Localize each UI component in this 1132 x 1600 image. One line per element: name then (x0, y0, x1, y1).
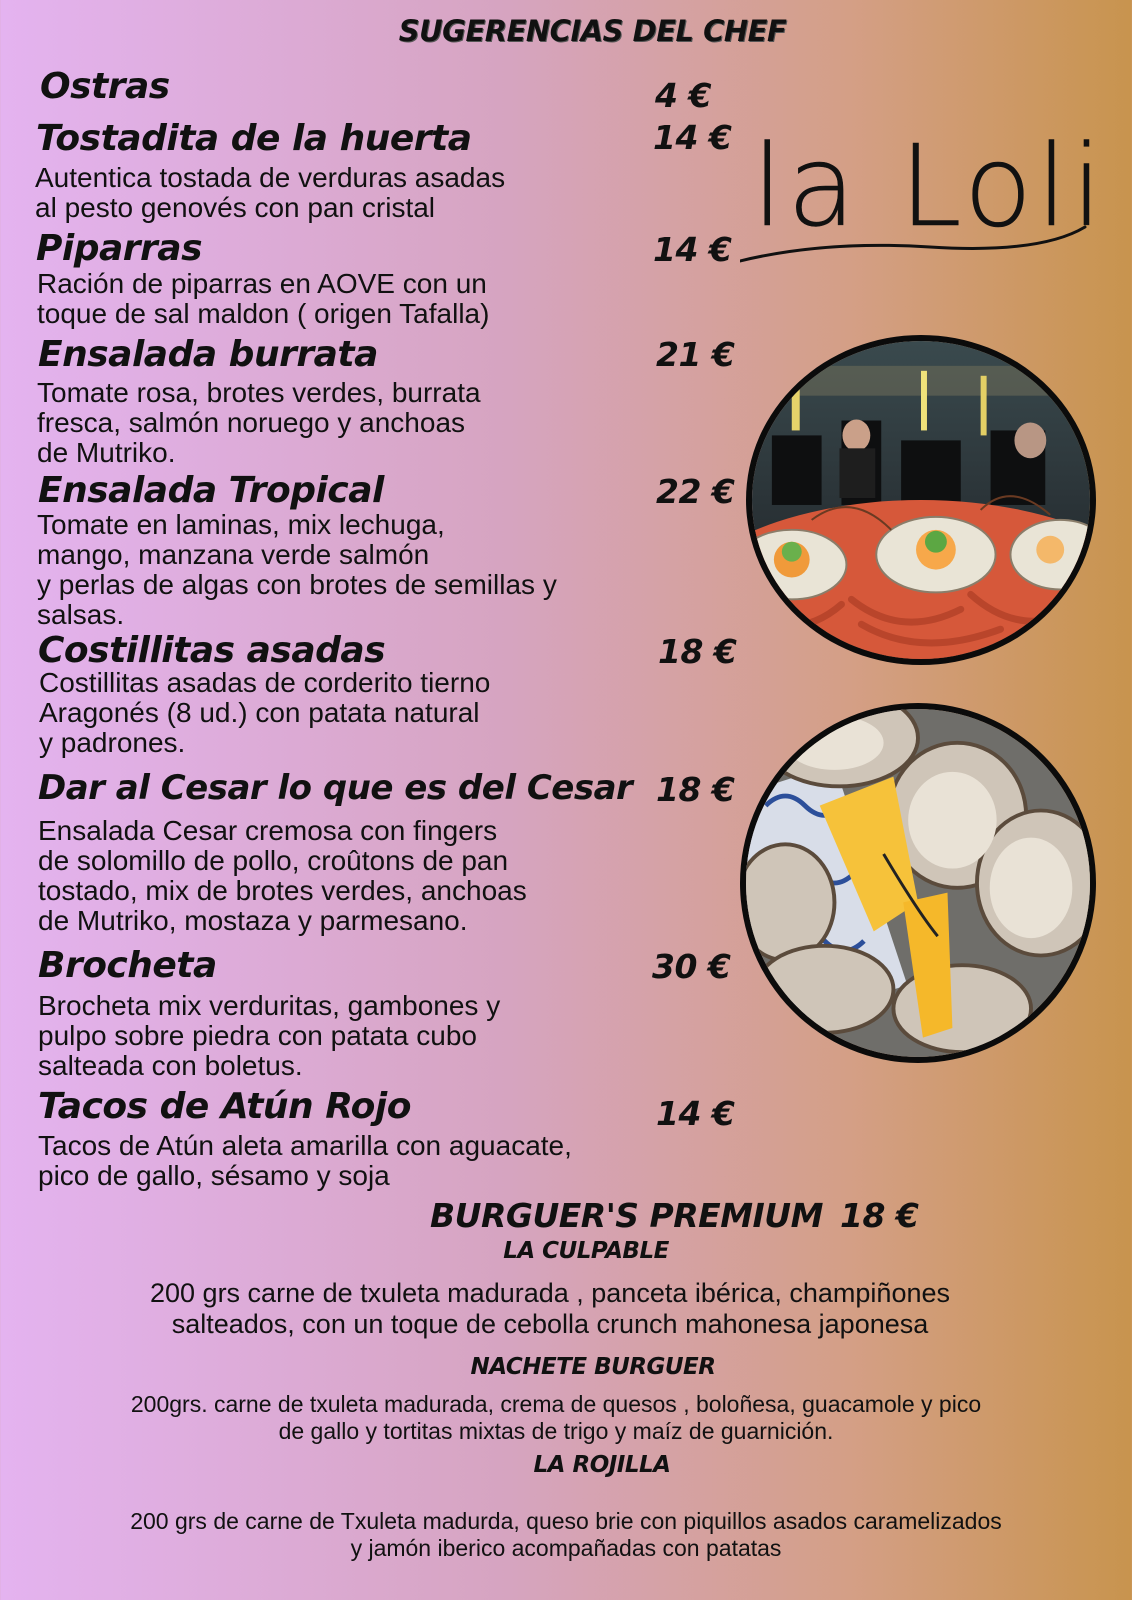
dish-desc-tacos: Tacos de Atún aleta amarilla con aguacate, pico de gallo, sésamo y soja (38, 1130, 572, 1191)
burger-desc-la-rojilla: 200 grs de carne de Txuleta madurda, queso brie con piquillos asados caramelizados y jamón iberico acompañadas con patatas (130, 1508, 1002, 1561)
oysters-photo (740, 703, 1096, 1063)
dish-price-piparras: 14 € (653, 230, 732, 269)
dish-desc-piparras: Ración de piparras en AOVE con un toque de sal maldon ( origen Tafalla) (37, 268, 490, 329)
burger-desc-la-culpable: 200 grs carne de txuleta madurada , panceta ibérica, champiñones salteados, con un toque de cebolla crunch mahonesa japonesa (150, 1278, 950, 1339)
burger-name-la-culpable: LA CULPABLE (503, 1238, 669, 1264)
seafood-terrace-photo (746, 335, 1096, 665)
dish-price-brocheta: 30 € (652, 947, 731, 986)
dish-name-costillitas: Costillitas asadas (38, 630, 386, 671)
la-loli-logo (740, 105, 1110, 285)
dish-price-tropical: 22 € (656, 472, 735, 511)
dish-price-ostras: 4 € (655, 76, 711, 115)
burgers-heading: BURGUER'S PREMIUM (430, 1196, 823, 1235)
burger-name-nachete: NACHETE BURGUER (470, 1354, 716, 1380)
dish-name-tropical: Ensalada Tropical (38, 470, 384, 511)
dish-name-ostras: Ostras (40, 66, 170, 107)
dish-desc-burrata: Tomate rosa, brotes verdes, burrata fresca, salmón noruego y anchoas de Mutriko. (37, 377, 481, 468)
svg-text:la Loli: la Loli (752, 122, 1107, 252)
dish-desc-tropical: Tomate en laminas, mix lechuga, mango, manzana verde salmón y perlas de algas con brotes de semillas y salsas. (37, 509, 557, 630)
dish-name-cesar: Dar al Cesar lo que es del Cesar (38, 768, 633, 808)
dish-name-burrata: Ensalada burrata (38, 334, 378, 375)
dish-name-piparras: Piparras (36, 228, 203, 269)
dish-name-brocheta: Brocheta (38, 945, 217, 986)
dish-price-costillitas: 18 € (658, 632, 737, 671)
dish-price-tostadita: 14 € (653, 118, 732, 157)
dish-desc-brocheta: Brocheta mix verduritas, gambones y pulpo sobre piedra con patata cubo salteada con boletus. (38, 990, 501, 1081)
menu-header: SUGERENCIAS DEL CHEF (398, 14, 787, 48)
dish-price-burrata: 21 € (656, 335, 735, 374)
dish-desc-tostadita: Autentica tostada de verduras asadas al pesto genovés con pan cristal (35, 162, 506, 223)
dish-name-tostadita: Tostadita de la huerta (36, 118, 472, 159)
dish-desc-cesar: Ensalada Cesar cremosa con fingers de solomillo de pollo, croûtons de pan tostado, mix de brotes verdes, anchoas de Mutriko, mostaza y parmesano. (38, 815, 527, 936)
dish-price-cesar: 18 € (656, 770, 735, 809)
dish-price-tacos: 14 € (656, 1094, 735, 1133)
dish-desc-costillitas: Costillitas asadas de corderito tierno Aragonés (8 ud.) con patata natural y padrones. (39, 667, 491, 758)
burger-name-la-rojilla: LA ROJILLA (533, 1452, 671, 1478)
burger-desc-nachete: 200grs. carne de txuleta madurada, crema de quesos , boloñesa, guacamole y pico de gallo y tortitas mixtas de trigo y maíz de guarnición. (130, 1391, 982, 1444)
burgers-price: 18 € (840, 1196, 919, 1235)
dish-name-tacos: Tacos de Atún Rojo (38, 1086, 411, 1127)
